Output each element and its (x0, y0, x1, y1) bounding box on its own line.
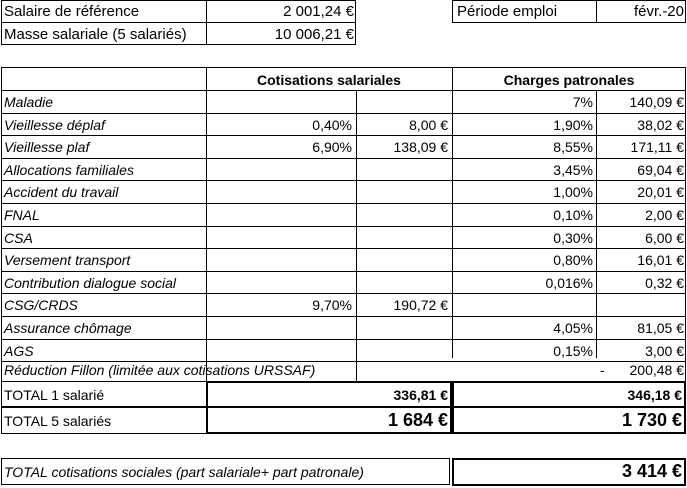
total1-label: TOTAL 1 salarié (4, 387, 105, 403)
masse-label: Masse salariale (5 salariés) (4, 26, 187, 43)
row-divider (1, 135, 686, 136)
row-salariale-rate: 9,70% (312, 297, 352, 313)
total5-label: TOTAL 5 salariés (4, 413, 112, 429)
total-divider (206, 406, 686, 408)
row-divider (1, 339, 686, 340)
row-label: Accident du travail (4, 184, 119, 200)
row-label: Versement transport (4, 252, 131, 268)
total5-patronales: 1 730 € (621, 410, 682, 430)
row-label: Maladie (4, 94, 54, 110)
header-salariales: Cotisations salariales (257, 72, 401, 88)
fillon-value: 200,48 € (629, 362, 684, 378)
row-label: Contribution dialogue social (4, 275, 176, 291)
row-patronale-rate: 4,05% (553, 320, 593, 336)
row-patronale-amount: 2,00 € (645, 207, 684, 223)
row-divider (1, 158, 686, 159)
row-patronale-rate: 0,016% (545, 275, 593, 291)
header-divider (1, 90, 686, 91)
row-label: Vieillesse plaf (4, 139, 90, 155)
col-divider (356, 90, 357, 381)
row-divider (1, 293, 686, 294)
row-patronale-amount: 38,02 € (637, 117, 684, 133)
row-salariale-rate: 6,90% (312, 139, 352, 155)
row-patronale-amount: 20,01 € (637, 184, 684, 200)
grand-total-value: 3 414 € (621, 461, 682, 481)
grand-total-label: TOTAL cotisations sociales (part salariale+ part patronale) (4, 464, 364, 480)
salaire-label: Salaire de référence (4, 3, 140, 20)
row-patronale-amount: 171,11 € (630, 139, 684, 155)
row-salariale-rate: 0,40% (312, 117, 352, 133)
divider (1, 22, 356, 23)
col-divider (206, 67, 207, 381)
row-patronale-rate: 8,55% (553, 139, 593, 155)
fillon-label: Réduction Fillon (limitée aux cotisations URSSAF) (4, 362, 316, 378)
row-label: FNAL (4, 207, 40, 223)
row-patronale-amount: 69,04 € (637, 162, 684, 178)
row-divider (1, 180, 686, 181)
row-salariale-amount: 190,72 € (393, 297, 448, 313)
row-patronale-amount: 16,01 € (637, 252, 684, 268)
periode-value: févr.-20 (633, 3, 684, 20)
row-patronale-rate: 0,15% (553, 343, 593, 359)
row-patronale-amount: 81,05 € (637, 320, 684, 336)
row-salariale-amount: 138,09 € (393, 139, 448, 155)
row-salariale-amount: 8,00 € (409, 117, 448, 133)
row-patronale-rate: 7% (572, 94, 593, 110)
row-patronale-amount: 140,09 € (629, 94, 684, 110)
row-patronale-rate: 0,30% (553, 230, 593, 246)
row-patronale-rate: 1,00% (553, 184, 593, 200)
row-patronale-amount: 6,00 € (645, 230, 684, 246)
row-patronale-rate: 3,45% (553, 162, 593, 178)
row-patronale-amount: 0,32 € (645, 275, 684, 291)
row-divider (1, 226, 686, 227)
row-label: Allocations familiales (4, 162, 134, 178)
row-patronale-amount: 3,00 € (645, 343, 684, 359)
row-divider (1, 316, 686, 317)
row-label: Assurance chômage (4, 320, 132, 336)
total5-salariales: 1 684 € (387, 410, 448, 430)
row-label: CSA (4, 230, 33, 246)
row-label: CSG/CRDS (4, 297, 78, 313)
header-patronales: Charges patronales (503, 72, 635, 88)
fillon-sign: - (600, 362, 605, 378)
row-divider (1, 113, 686, 114)
row-patronale-rate: 1,90% (553, 117, 593, 133)
masse-value: 10 006,21 € (274, 26, 354, 43)
total1-patronales: 346,18 € (627, 387, 682, 403)
row-divider (1, 271, 686, 272)
row-divider (1, 248, 686, 249)
salaire-value: 2 001,24 € (283, 3, 354, 20)
row-patronale-rate: 0,10% (553, 207, 593, 223)
total1-salariales: 336,81 € (393, 387, 448, 403)
row-label: Vieillesse déplaf (4, 117, 105, 133)
row-patronale-rate: 0,80% (553, 252, 593, 268)
row-divider (1, 203, 686, 204)
row-label: AGS (4, 343, 34, 359)
periode-label: Période emploi (457, 3, 558, 20)
